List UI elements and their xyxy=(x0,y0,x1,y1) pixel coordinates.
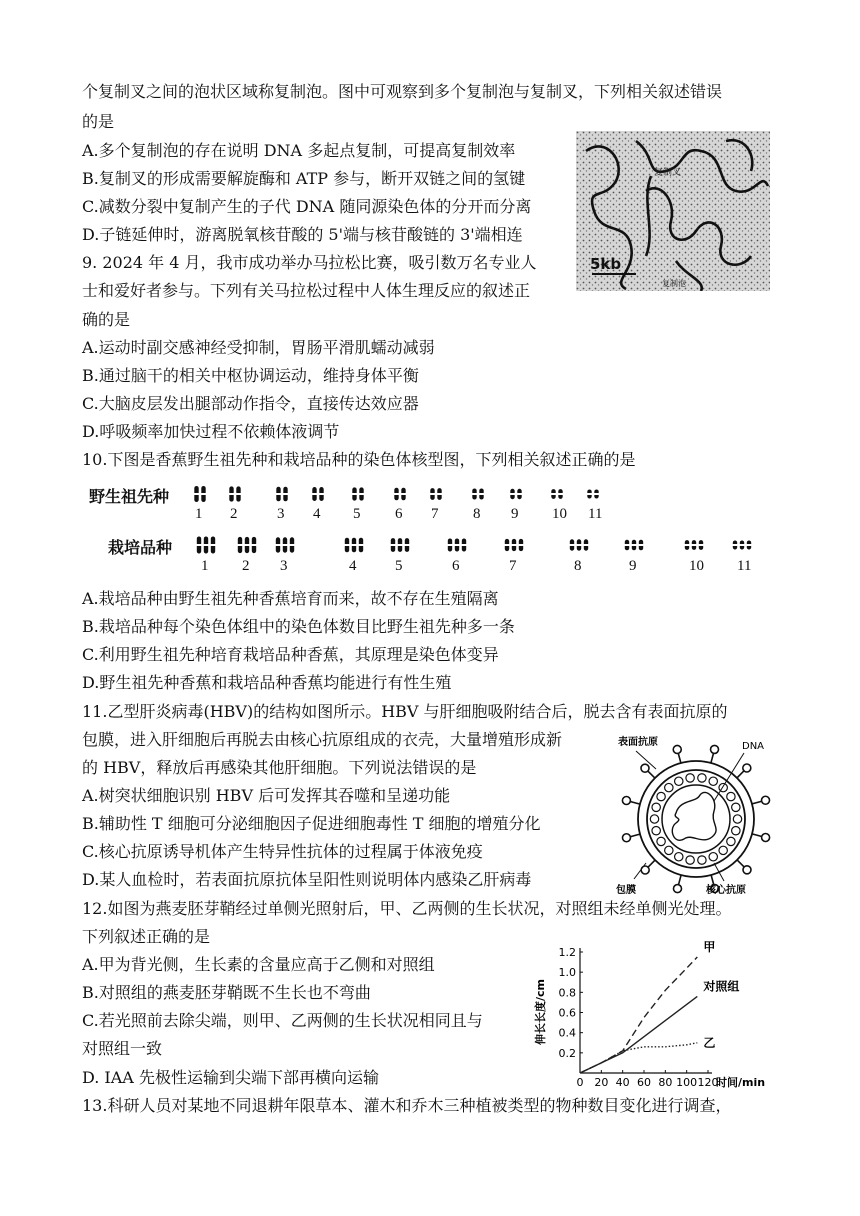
wild-chromosome-number: 2 xyxy=(230,506,238,522)
option-d: D.某人血检时，若表面抗原抗体呈阳性则说明体内感染乙肝病毒 xyxy=(82,870,532,889)
chromosome-group xyxy=(587,490,599,499)
option-c: C.减数分裂中复制产生的子代 DNA 随同源染色体的分开而分离 xyxy=(82,197,532,216)
hbv-structure-diagram xyxy=(614,733,782,898)
chromosome-group xyxy=(430,488,442,500)
text-line: 个复制叉之间的泡状区域称复制泡。图中可观察到多个复制泡与复制叉，下列相关叙述错误 xyxy=(82,82,723,101)
series-line xyxy=(580,996,697,1073)
envelope-label: 包膜 xyxy=(616,885,636,896)
question-13: 13.科研人员对某地不同退耕年限草本、灌木和乔木三种植被类型的物种数目变化进行调查， xyxy=(82,1096,732,1115)
option-d: D.子链延伸时，游离脱氧核苷酸的 5'端与核苷酸链的 3'端相连 xyxy=(82,225,523,244)
wild-chromosome-number: 10 xyxy=(552,506,567,522)
cultivar-chromosome-number: 6 xyxy=(452,558,460,574)
option-b: B.复制叉的形成需要解旋酶和 ATP 参与，断开双链之间的氢键 xyxy=(82,169,526,188)
chromosome-group xyxy=(569,539,588,550)
text-line: 的 HBV，释放后再感染其他肝细胞。下列说法错误的是 xyxy=(82,758,477,777)
chromosome-group xyxy=(447,539,466,552)
series-label: 对照组 xyxy=(703,979,740,994)
option-c: C.若光照前去除尖端，则甲、乙两侧的生长状况相同且与 xyxy=(82,1011,483,1030)
chromosome-group xyxy=(276,487,288,502)
x-tick-label: 80 xyxy=(658,1076,673,1089)
question-9: 9. 2024 年 4 月，我市成功举办马拉松比赛，吸引数万名专业人 xyxy=(82,253,537,272)
cultivar-chromosome-number: 4 xyxy=(349,558,357,574)
cultivar-chromosome-number: 1 xyxy=(201,558,209,574)
option-d: D.呼吸频率加快过程不依赖体液调节 xyxy=(82,422,340,441)
wild-chromosome-number: 6 xyxy=(395,506,403,522)
cultivar-chromosome-number: 10 xyxy=(689,558,704,574)
x-tick-label: 60 xyxy=(637,1076,651,1089)
wild-chromosome-number: 8 xyxy=(473,506,481,522)
option-b: B.辅助性 T 细胞可分泌细胞因子促进细胞毒性 T 细胞的增殖分化 xyxy=(82,814,541,833)
cultivar-chromosome-number: 8 xyxy=(574,558,582,574)
y-tick-label: 1.0 xyxy=(558,966,576,980)
option-b: B.栽培品种每个染色体组中的染色体数目比野生祖先种多一条 xyxy=(82,617,515,636)
y-axis-label: 伸长长度/cm xyxy=(534,979,547,1045)
chromosome-group xyxy=(732,541,751,550)
x-tick-label: 100 xyxy=(676,1076,698,1089)
y-tick-label: 0.8 xyxy=(558,986,576,1000)
question-12: 12.如图为燕麦胚芽鞘经过单侧光照射后，甲、乙两侧的生长状况，对照组未经单侧光处理。 xyxy=(82,899,732,918)
text-line: 对照组一致 xyxy=(82,1039,163,1058)
wild-chromosome-number: 7 xyxy=(431,506,439,522)
chromosome-group xyxy=(344,538,363,553)
option-b: B.对照组的燕麦胚芽鞘既不生长也不弯曲 xyxy=(82,983,371,1002)
chromosome-group xyxy=(229,486,241,501)
surface-antigen-label: 表面抗原 xyxy=(618,737,658,748)
chromosome-group xyxy=(684,540,703,550)
scale-label: 5kb xyxy=(590,255,622,273)
series-label: 乙 xyxy=(703,1035,716,1050)
option-a: A.树突状细胞识别 HBV 后可发挥其吞噬和呈递功能 xyxy=(82,786,451,805)
question-11: 11.乙型肝炎病毒(HBV)的结构如图所示。HBV 与肝细胞吸附结合后，脱去含有表面抗原的 xyxy=(82,702,728,721)
replication-fork-label: 复制叉 xyxy=(654,168,682,178)
text-line: 的是 xyxy=(82,112,115,131)
cultivar-chromosome-number: 3 xyxy=(280,558,288,574)
core-antigen-label: 核心抗原 xyxy=(706,885,746,896)
cultivar-chromosome-number: 5 xyxy=(395,558,403,574)
option-a: A.甲为背光侧，生长素的含量应高于乙侧和对照组 xyxy=(82,955,435,974)
chromosome-group xyxy=(194,486,206,502)
dna-label: DNA xyxy=(742,741,765,752)
option-a: A.运动时副交感神经受抑制，胃肠平滑肌蠕动减弱 xyxy=(82,338,435,357)
chromosome-group xyxy=(551,489,563,499)
chromosome-group xyxy=(624,540,643,551)
chromosome-group xyxy=(312,487,324,501)
chromosome-group xyxy=(275,537,294,552)
chromosome-group xyxy=(472,488,484,499)
wild-chromosome-number: 9 xyxy=(511,506,519,522)
x-tick-label: 20 xyxy=(594,1076,609,1089)
series-label: 甲 xyxy=(703,940,716,955)
series-line xyxy=(580,957,697,1073)
option-c: C.利用野生祖先种培育栽培品种香蕉，其原理是染色体变异 xyxy=(82,645,499,664)
series-line xyxy=(580,1043,697,1073)
wild-chromosome-number: 4 xyxy=(313,506,321,522)
wild-chromosome-number: 11 xyxy=(588,506,603,522)
chromosome-group xyxy=(196,537,215,554)
option-b: B.通过脑干的相关中枢协调运动，维持身体平衡 xyxy=(82,366,419,385)
growth-line-chart xyxy=(528,940,782,1090)
chromosome-group xyxy=(390,538,409,552)
replication-bubble-label: 复制泡 xyxy=(662,279,686,288)
cultivar-chromosome-number: 9 xyxy=(629,558,637,574)
cultivar-chromosome-number: 2 xyxy=(242,558,250,574)
question-10: 10.下图是香蕉野生祖先种和栽培品种的染色体核型图，下列相关叙述正确的是 xyxy=(82,450,636,469)
option-d: D.野生祖先种香蕉和栽培品种香蕉均能进行有性生殖 xyxy=(82,673,452,692)
karyotype-figure xyxy=(82,478,782,584)
wild-chromosome-number: 3 xyxy=(277,506,285,522)
dna-replication-micrograph xyxy=(576,131,770,291)
y-tick-label: 0.4 xyxy=(558,1026,576,1040)
cultivar-chromosome-number: 7 xyxy=(509,558,517,574)
cultivar-label: 栽培品种 xyxy=(108,538,173,557)
y-tick-label: 0.2 xyxy=(558,1046,576,1060)
chromosome-drawing xyxy=(82,478,782,584)
cultivar-chromosome-number: 11 xyxy=(737,558,752,574)
chromosome-group xyxy=(510,489,522,499)
x-tick-label: 120 xyxy=(697,1076,719,1089)
text-line: 士和爱好者参与。下列有关马拉松过程中人体生理反应的叙述正 xyxy=(82,281,531,300)
wild-chromosome-number: 5 xyxy=(353,506,361,522)
text-line: 下列叙述正确的是 xyxy=(82,927,211,946)
x-tick-label: 0 xyxy=(576,1076,584,1089)
y-tick-label: 1.2 xyxy=(558,946,576,959)
option-c: C.核心抗原诱导机体产生特异性抗体的过程属于体液免疫 xyxy=(82,842,483,861)
chromosome-group xyxy=(394,488,406,501)
text-line: 包膜，进入肝细胞后再脱去由核心抗原组成的衣壳，大量增殖形成新 xyxy=(82,730,563,749)
wild-chromosome-number: 1 xyxy=(195,506,203,522)
option-a: A.栽培品种由野生祖先种香蕉培育而来，故不存在生殖隔离 xyxy=(82,589,499,608)
text-line: 确的是 xyxy=(82,310,131,329)
chromosome-group xyxy=(237,537,256,553)
option-c: C.大脑皮层发出腿部动作指令，直接传达效应器 xyxy=(82,394,419,413)
x-tick-label: 40 xyxy=(615,1076,630,1089)
chromosome-group xyxy=(352,487,364,500)
option-d: D. IAA 先极性运输到尖端下部再横向运输 xyxy=(82,1068,379,1087)
wild-ancestor-label: 野生祖先种 xyxy=(89,487,170,506)
option-a: A.多个复制泡的存在说明 DNA 多起点复制，可提高复制效率 xyxy=(82,141,516,160)
x-axis-label: 时间/min xyxy=(716,1076,766,1089)
y-tick-label: 0.6 xyxy=(558,1006,576,1020)
chromosome-group xyxy=(504,539,523,551)
